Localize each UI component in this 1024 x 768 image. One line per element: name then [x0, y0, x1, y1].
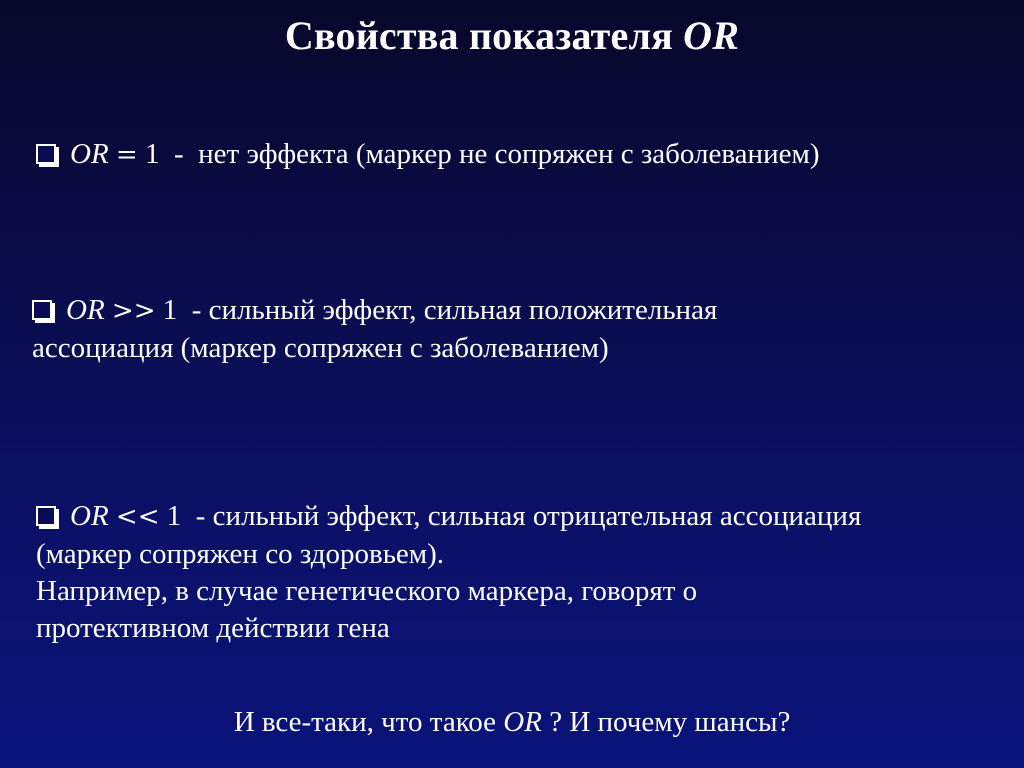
relation-symbol: <<	[115, 502, 160, 532]
relation-symbol: =	[115, 140, 138, 170]
item-text-line-2: ассоциация (маркер сопряжен с заболеванием)	[32, 332, 609, 364]
checkbox-square-icon	[36, 144, 56, 164]
relation-symbol: >>	[111, 296, 156, 326]
footer-text-prefix: И все-таки, что такое	[233, 706, 504, 738]
or-label: OR	[66, 294, 105, 326]
item-text-line-3: Например, в случае генетического маркера, говорят о	[36, 575, 698, 607]
list-item-or-much-greater	[32, 292, 992, 367]
or-label: OR	[70, 500, 109, 532]
title-or-emphasis: OR	[683, 13, 740, 58]
checkbox-square-icon	[36, 506, 56, 526]
footer-text-suffix: ? И почему шансы?	[541, 706, 791, 738]
list-item-or-much-less	[36, 498, 1016, 647]
value-number: 1	[166, 500, 182, 532]
item-text-line-2: (маркер сопряжен со здоровьем).	[36, 538, 445, 570]
footer-or-emphasis: OR	[503, 706, 542, 738]
slide-title	[0, 12, 1024, 59]
or-label: OR	[70, 138, 109, 170]
item-text: сильный эффект, сильная положительная	[208, 294, 718, 326]
item-text: нет эффекта (маркер не сопряжен с заболеванием)	[198, 138, 820, 170]
list-item-or-equal	[36, 136, 996, 174]
dash: -	[195, 500, 206, 532]
checkbox-square-icon	[32, 300, 52, 320]
item-text-line-4: протективном действии гена	[36, 612, 390, 644]
item-text: сильный эффект, сильная отрицательная ассоциация	[212, 500, 862, 532]
title-text: Свойства показателя	[284, 13, 684, 58]
value-number: 1	[162, 294, 178, 326]
dash: -	[173, 138, 184, 170]
dash: -	[191, 294, 202, 326]
value-number: 1	[144, 138, 160, 170]
footer-question	[0, 706, 1024, 739]
